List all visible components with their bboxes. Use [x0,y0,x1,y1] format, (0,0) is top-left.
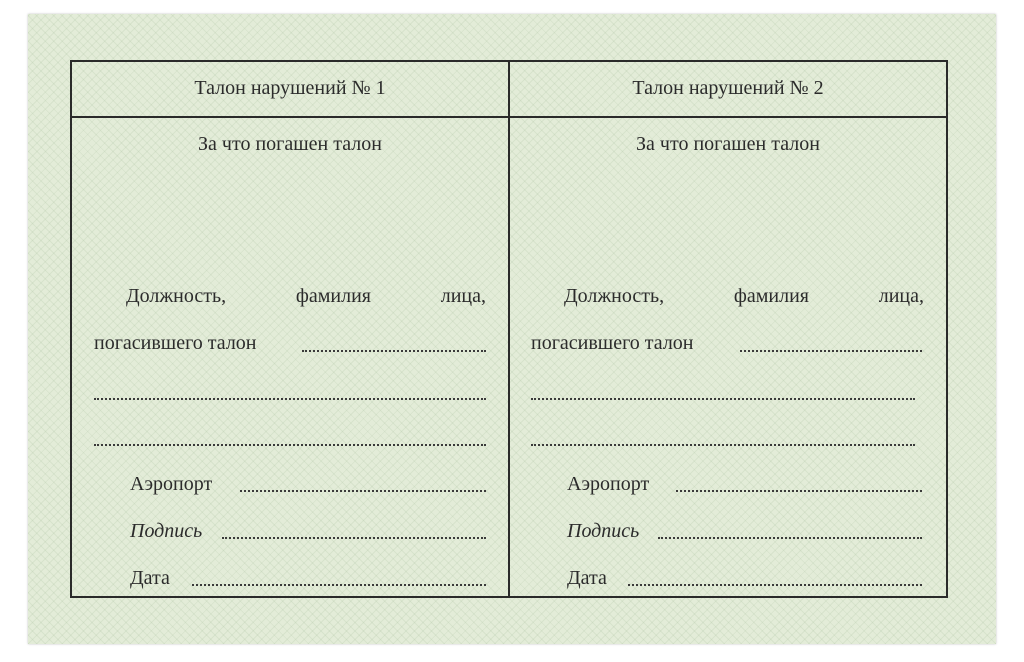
coupon-1-signature-field[interactable] [222,537,486,539]
coupon-1-signature-label: Подпись [130,520,203,542]
coupon-2-airport-field[interactable] [676,490,922,492]
header-divider [70,116,948,118]
coupon-2-date-field[interactable] [628,584,922,586]
coupon-1-title: За что погашен талон [198,133,382,155]
coupon-1-position-field-3[interactable] [94,444,486,446]
coupon-2-position-line2: погасившего талон [531,332,694,354]
coupon-1-position-line2: погасившего талон [94,332,257,354]
coupon-1-date-label: Дата [130,567,170,589]
coupon-1-airport-field[interactable] [240,490,486,492]
coupon-1-position-field-1[interactable] [302,350,486,352]
coupon-2-position-field-3[interactable] [531,444,915,446]
coupon-2-position-word-2: фамилия [733,285,809,307]
coupon-1-header: Талон нарушений № 1 [194,77,386,99]
coupon-1-position-word-2: фамилия [295,285,371,307]
coupon-2-airport-label: Аэропорт [567,473,650,495]
coupon-2-date-label: Дата [567,567,607,589]
coupon-2-position-word-1: Должность, [564,285,665,307]
coupon-2-position-word-3: лица, [878,285,924,307]
coupon-1-position-line1 [126,284,486,308]
coupon-1-position-word-1: Должность, [126,285,227,307]
coupon-2-signature-field[interactable] [658,537,922,539]
coupon-2-signature-label: Подпись [567,520,640,542]
coupon-2-position-field-1[interactable] [740,350,922,352]
coupon-1-date-field[interactable] [192,584,486,586]
coupon-2-header: Талон нарушений № 2 [632,77,824,99]
coupon-1-position-field-2[interactable] [94,398,486,400]
coupon-1-airport-label: Аэропорт [130,473,213,495]
coupon-2-position-field-2[interactable] [531,398,915,400]
coupon-1-position-word-3: лица, [440,285,486,307]
coupon-2-title: За что погашен талон [636,133,820,155]
coupon-2-position-line1 [564,284,924,308]
